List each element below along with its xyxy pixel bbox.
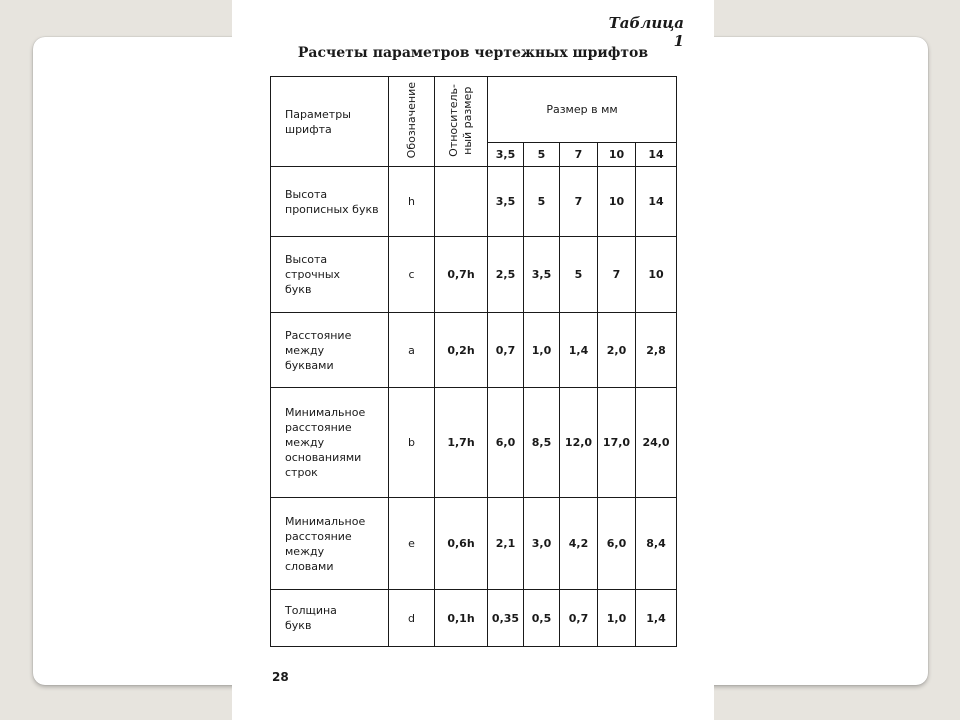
relative-size-cell: 1,7h: [435, 388, 488, 498]
size-value-cell: 3,0: [524, 498, 560, 590]
size-value-cell: 1,4: [636, 590, 677, 647]
table-row: [271, 498, 677, 590]
header-parameter: [271, 77, 389, 167]
table-number: Таблица 1: [608, 14, 684, 50]
table-row: [271, 590, 677, 647]
size-value-cell: 6,0: [488, 388, 524, 498]
font-parameters-table: [270, 76, 677, 647]
parameter-name-line: между: [285, 343, 325, 357]
parameter-name-line: Высота: [285, 187, 328, 201]
size-value-cell: 10: [598, 167, 636, 237]
parameter-name-line: Расстояние: [285, 328, 352, 342]
size-value-cell: 0,35: [488, 590, 524, 647]
header-row: [271, 77, 677, 143]
parameter-name-line: прописных букв: [285, 202, 379, 216]
designation-cell: a: [389, 313, 435, 388]
size-value-cell: 2,0: [598, 313, 636, 388]
parameter-name-line: основаниями: [285, 451, 362, 464]
size-value-cell: 3,5: [488, 167, 524, 237]
size-value-cell: 24,0: [636, 388, 677, 498]
size-value-cell: 10: [636, 237, 677, 313]
relative-size-cell: 0,7h: [435, 237, 488, 313]
parameter-name-line: строчных: [285, 268, 341, 281]
book-page: [232, 0, 714, 720]
parameter-name-line: Минимальное: [285, 514, 366, 528]
header-relative: [435, 77, 488, 167]
header-size-group: Размер в мм: [488, 77, 677, 143]
size-value-cell: 2,1: [488, 498, 524, 590]
table-title: Расчеты параметров чертежных шрифтов: [297, 45, 649, 61]
size-value-cell: 7: [560, 167, 598, 237]
header-parameter-line: Параметры: [285, 107, 351, 121]
parameter-name-line: между: [285, 544, 325, 558]
size-value-cell: 0,7: [488, 313, 524, 388]
table-row: [271, 313, 677, 388]
table-row: [271, 237, 677, 313]
size-value-cell: 5: [560, 237, 598, 313]
parameter-name-cell: [271, 313, 389, 388]
header-size: 7: [560, 143, 598, 167]
size-value-cell: 17,0: [598, 388, 636, 498]
parameter-name-cell: [271, 237, 389, 313]
size-value-cell: 8,4: [636, 498, 677, 590]
header-size: 5: [524, 143, 560, 167]
relative-size-cell: 0,6h: [435, 498, 488, 590]
header-parameter-line: шрифта: [285, 122, 332, 136]
header-relative-line: Относитель-: [447, 83, 460, 157]
parameter-name-line: Толщина: [285, 604, 337, 617]
size-value-cell: 12,0: [560, 388, 598, 498]
designation-cell: b: [389, 388, 435, 498]
designation-cell: h: [389, 167, 435, 237]
relative-size-cell: 0,2h: [435, 313, 488, 388]
parameter-name-line: расстояние: [285, 529, 352, 543]
parameter-name-cell: [271, 167, 389, 237]
size-value-cell: 8,5: [524, 388, 560, 498]
header-relative-line: ный размер: [461, 85, 474, 155]
size-value-cell: 6,0: [598, 498, 636, 590]
header-size: 14: [636, 143, 677, 167]
size-value-cell: 1,4: [560, 313, 598, 388]
header-designation: [389, 77, 435, 167]
parameter-name-line: Высота: [285, 253, 328, 266]
size-value-cell: 2,5: [488, 237, 524, 313]
designation-cell: d: [389, 590, 435, 647]
parameter-name-cell: [271, 590, 389, 647]
size-value-cell: 5: [524, 167, 560, 237]
size-value-cell: 0,7: [560, 590, 598, 647]
size-value-cell: 14: [636, 167, 677, 237]
designation-cell: e: [389, 498, 435, 590]
table-row: [271, 388, 677, 498]
header-size: 10: [598, 143, 636, 167]
header-relative-text: [447, 84, 475, 157]
relative-size-cell: 0,1h: [435, 590, 488, 647]
parameter-name-line: расстояние: [285, 421, 352, 434]
parameter-name-cell: [271, 388, 389, 498]
parameter-name-line: Минимальное: [285, 406, 366, 419]
table-row: [271, 167, 677, 237]
size-value-cell: 2,8: [636, 313, 677, 388]
parameter-name-line: буквами: [285, 358, 334, 372]
size-value-cell: 3,5: [524, 237, 560, 313]
size-value-cell: 1,0: [524, 313, 560, 388]
header-size: 3,5: [488, 143, 524, 167]
parameter-name-line: букв: [285, 283, 312, 296]
parameter-name-line: словами: [285, 559, 334, 573]
header-designation-text: Обозначение: [404, 81, 418, 159]
page-number: 28: [272, 670, 289, 684]
parameter-name-line: строк: [285, 466, 318, 479]
size-value-cell: 7: [598, 237, 636, 313]
parameter-name-line: между: [285, 436, 325, 449]
size-value-cell: 1,0: [598, 590, 636, 647]
relative-size-cell: [435, 167, 488, 237]
parameter-name-cell: [271, 498, 389, 590]
size-value-cell: 0,5: [524, 590, 560, 647]
size-value-cell: 4,2: [560, 498, 598, 590]
designation-cell: c: [389, 237, 435, 313]
parameter-name-line: букв: [285, 619, 312, 632]
